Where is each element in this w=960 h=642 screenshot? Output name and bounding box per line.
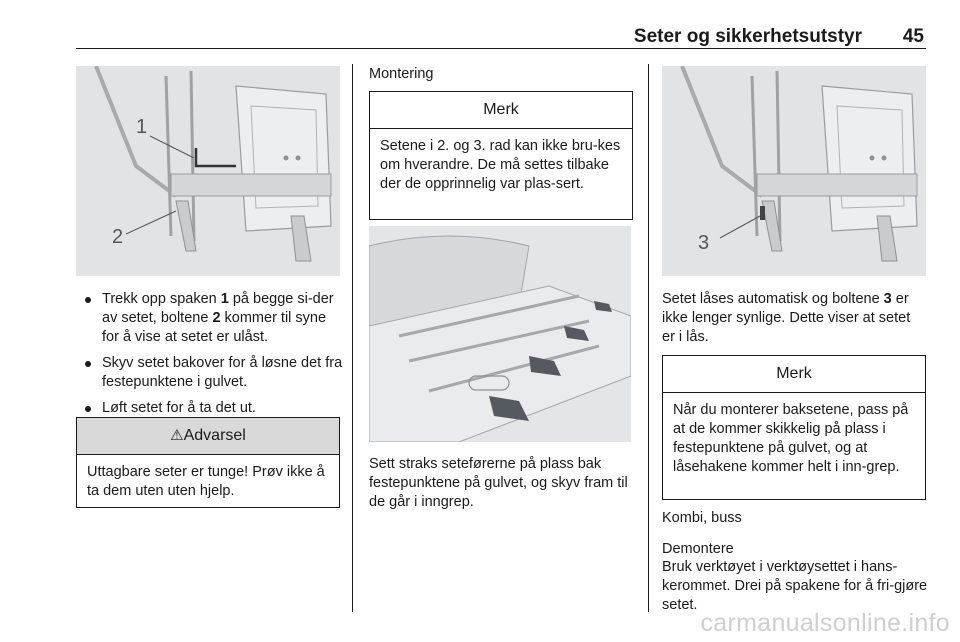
column-divider (648, 64, 649, 612)
callout-3: 3 (698, 232, 710, 254)
warning-triangle-icon: ⚠ (170, 427, 184, 444)
warning-box-header (77, 418, 339, 455)
locked-paragraph: Setet låses automatisk og boltene 3 er ikke lenger synlige. Dette viser at setet er i lås. (662, 291, 911, 345)
list-item: Skyv setet bakover for å løsne det fra festepunktene i gulvet. (82, 354, 344, 392)
demontere-paragraph: Bruk verktøyet i verktøysettet i hans-kerommet. Drei på spakene for å fri-gjøre setet. (662, 559, 928, 613)
note-title: Merk (370, 92, 632, 129)
warning-title: Advarsel (183, 427, 246, 444)
note-text: Når du monterer baksetene, pass på at de kommer skikkelig på plass i festepunktene på gulvet, og at låsehakene kommer helt i inn-grep. (673, 402, 909, 475)
montering-paragraph: Sett straks seteførerne på plass bak festepunktene på gulvet, og skyv fram til de går i inngrep. (369, 456, 628, 510)
page-number: 45 (902, 26, 924, 47)
page-header-title: Seter og sikkerhetsutstyr (633, 26, 862, 47)
list-item: Trekk opp spaken 1 på begge si-der av setet, boltene 2 kommer til syne for å vise at setet er ulåst. (82, 290, 344, 347)
section-heading-montering: Montering (369, 66, 434, 82)
section-heading-demontere: Demontere (662, 541, 734, 557)
warning-text: Uttagbare seter er tunge! Prøv ikke å ta dem uten uten hjelp. (87, 464, 325, 499)
note-title: Merk (663, 356, 925, 393)
note-box (662, 355, 926, 500)
callout-1: 1 (136, 116, 148, 138)
callout-2: 2 (112, 226, 124, 248)
column-divider (352, 64, 353, 612)
list-item: Løft setet for å ta det ut. (82, 399, 344, 418)
seat-guides-illustration (369, 226, 631, 442)
note-text: Setene i 2. og 3. rad kan ikke bru-kes om hverandre. De må settes tilbake der de opprinnelig var plas-sert. (380, 138, 621, 192)
watermark: carmanualsonline.info (700, 609, 950, 637)
note-box (369, 91, 633, 220)
instruction-list (82, 290, 344, 425)
section-heading-kombi-buss: Kombi, buss (662, 510, 742, 526)
seat-locked-illustration (662, 66, 926, 276)
warning-box (76, 417, 340, 508)
seat-release-lever-illustration (76, 66, 340, 276)
page-header (76, 22, 926, 49)
